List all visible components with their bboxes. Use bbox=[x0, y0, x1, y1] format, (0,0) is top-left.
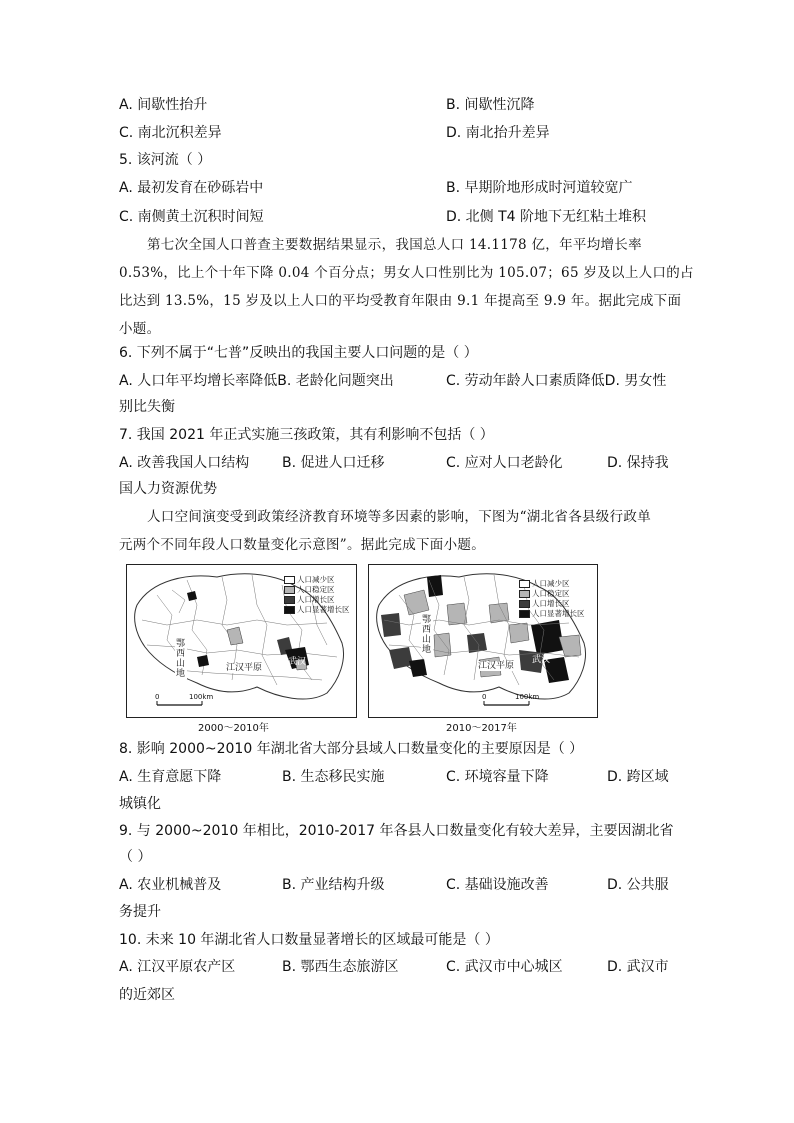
map2-label-exi: 鄂西山地 bbox=[422, 615, 432, 655]
map2-legend-growth: 人口增长区 bbox=[519, 599, 570, 608]
q7-option-b[interactable]: B. 促进人口迁移 bbox=[282, 455, 385, 471]
q7-stem: 7. 我国 2021 年正式实施三孩政策，其有利影响不包括（ ） bbox=[119, 427, 494, 443]
q9-option-b[interactable]: B. 产业结构升级 bbox=[282, 877, 385, 893]
map-2000-2010 bbox=[126, 564, 357, 718]
swatch-significant bbox=[284, 606, 295, 614]
map2-label-wuhan: 武汉 bbox=[532, 655, 551, 665]
q5-option-a[interactable]: A. 最初发育在砂砾岩中 bbox=[119, 180, 264, 196]
q4-option-a[interactable]: A. 间歇性抬升 bbox=[119, 97, 208, 113]
map2-growth-patch-1 bbox=[381, 613, 401, 637]
q5-option-d[interactable]: D. 北侧 T4 阶地下无红粘土堆积 bbox=[446, 209, 647, 225]
q6-option-cont: 别比失衡 bbox=[119, 399, 175, 415]
map2-legend-decrease: 人口减少区 bbox=[519, 579, 570, 588]
q9-stem: 9. 与 2000~2010 年相比，2010-2017 年各县人口数量变化有较大差异，主要因湖北省 bbox=[119, 823, 674, 839]
map1-label-wuhan: 武汉 bbox=[288, 657, 307, 667]
map1-caption: 2000～2010年 bbox=[198, 723, 269, 734]
population-change-maps bbox=[126, 564, 596, 732]
q9-option-c[interactable]: C. 基础设施改善 bbox=[446, 877, 549, 893]
map1-label-jianghan: 江汉平原 bbox=[226, 663, 263, 673]
passage1-line-2: 0.53%，比上个十年下降 0.04 个百分点；男女人口性别比为 105.07；65 岁及以上人口的占 bbox=[119, 265, 694, 281]
passage1-line-3: 比达到 13.5%，15 岁及以上人口的平均受教育年限由 9.1 年提高至 9.9 年。据此完成下面 bbox=[119, 293, 682, 309]
map1-legend-decrease: 人口减少区 bbox=[284, 575, 335, 584]
map1-legend-stable: 人口稳定区 bbox=[284, 585, 335, 594]
q9-stem-cont: （ ） bbox=[119, 849, 152, 865]
q9-option-a[interactable]: A. 农业机械普及 bbox=[119, 877, 222, 893]
map2-caption: 2010～2017年 bbox=[446, 723, 517, 734]
q10-option-cont: 的近郊区 bbox=[119, 987, 175, 1003]
q6-options-cd[interactable]: C. 劳动年龄人口素质降低D. 男女性 bbox=[446, 373, 667, 389]
map1-growth-patch-3 bbox=[197, 655, 209, 667]
map1-scale-label: 100km bbox=[189, 693, 214, 701]
q8-stem: 8. 影响 2000~2010 年湖北省大部分县域人口数量变化的主要原因是（ ） bbox=[119, 741, 584, 757]
q5-option-b[interactable]: B. 早期阶地形成时河道较宽广 bbox=[446, 180, 633, 196]
q4-option-c[interactable]: C. 南北沉积差异 bbox=[119, 125, 222, 141]
passage1-line-1: 第七次全国人口普查主要数据结果显示，我国总人口 14.1178 亿，年平均增长率 bbox=[147, 237, 642, 253]
q8-option-c[interactable]: C. 环境容量下降 bbox=[446, 769, 549, 785]
q6-options-ab[interactable]: A. 人口年平均增长率降低B. 老龄化问题突出 bbox=[119, 373, 394, 389]
map2-significant-patch-1 bbox=[427, 575, 443, 597]
q9-option-cont: 务提升 bbox=[119, 904, 161, 920]
q5-option-c[interactable]: C. 南侧黄土沉积时间短 bbox=[119, 209, 264, 225]
q8-option-b[interactable]: B. 生态移民实施 bbox=[282, 769, 385, 785]
swatch-growth bbox=[284, 596, 295, 604]
q8-option-cont: 城镇化 bbox=[119, 796, 161, 812]
q10-stem: 10. 未来 10 年湖北省人口数量显著增长的区域最可能是（ ） bbox=[119, 932, 499, 948]
map2-scale-label: 100km bbox=[515, 693, 540, 701]
map2-label-jianghan: 江汉平原 bbox=[478, 661, 515, 671]
map-2010-2017 bbox=[368, 564, 598, 718]
map2-legend-stable: 人口稳定区 bbox=[519, 589, 570, 598]
q8-option-d[interactable]: D. 跨区域 bbox=[607, 769, 669, 785]
q7-option-d[interactable]: D. 保持我 bbox=[607, 455, 669, 471]
q6-stem: 6. 下列不属于“七普”反映出的我国主要人口问题的是（ ） bbox=[119, 345, 478, 361]
q7-option-cont: 国人力资源优势 bbox=[119, 481, 217, 497]
q5-stem: 5. 该河流（ ） bbox=[119, 152, 212, 168]
q10-option-a[interactable]: A. 江汉平原农产区 bbox=[119, 959, 236, 975]
swatch-decrease bbox=[284, 576, 295, 584]
map1-legend-growth: 人口增长区 bbox=[284, 595, 335, 604]
map1-legend-significant: 人口显著增长区 bbox=[284, 605, 350, 614]
passage1-line-4: 小题。 bbox=[119, 321, 161, 337]
map2-legend-significant: 人口显著增长区 bbox=[519, 609, 585, 618]
q4-option-b[interactable]: B. 间歇性沉降 bbox=[446, 97, 535, 113]
swatch-stable bbox=[284, 586, 295, 594]
q10-option-c[interactable]: C. 武汉市中心城区 bbox=[446, 959, 563, 975]
q7-option-a[interactable]: A. 改善我国人口结构 bbox=[119, 455, 250, 471]
q7-option-c[interactable]: C. 应对人口老龄化 bbox=[446, 455, 563, 471]
map1-scale-zero: 0 bbox=[155, 693, 160, 701]
map1-label-exi: 鄂西山地 bbox=[176, 639, 186, 679]
q10-option-d[interactable]: D. 武汉市 bbox=[607, 959, 669, 975]
q4-option-d[interactable]: D. 南北抬升差异 bbox=[446, 125, 550, 141]
q8-option-a[interactable]: A. 生育意愿下降 bbox=[119, 769, 222, 785]
passage2-line-1: 人口空间演变受到政策经济教育环境等多因素的影响，下图为“湖北省各县级行政单 bbox=[147, 509, 652, 525]
q9-option-d[interactable]: D. 公共服 bbox=[607, 877, 669, 893]
map2-scale-zero: 0 bbox=[482, 693, 487, 701]
q10-option-b[interactable]: B. 鄂西生态旅游区 bbox=[282, 959, 399, 975]
passage2-line-2: 元两个不同年段人口数量变化示意图”。据此完成下面小题。 bbox=[119, 537, 486, 553]
